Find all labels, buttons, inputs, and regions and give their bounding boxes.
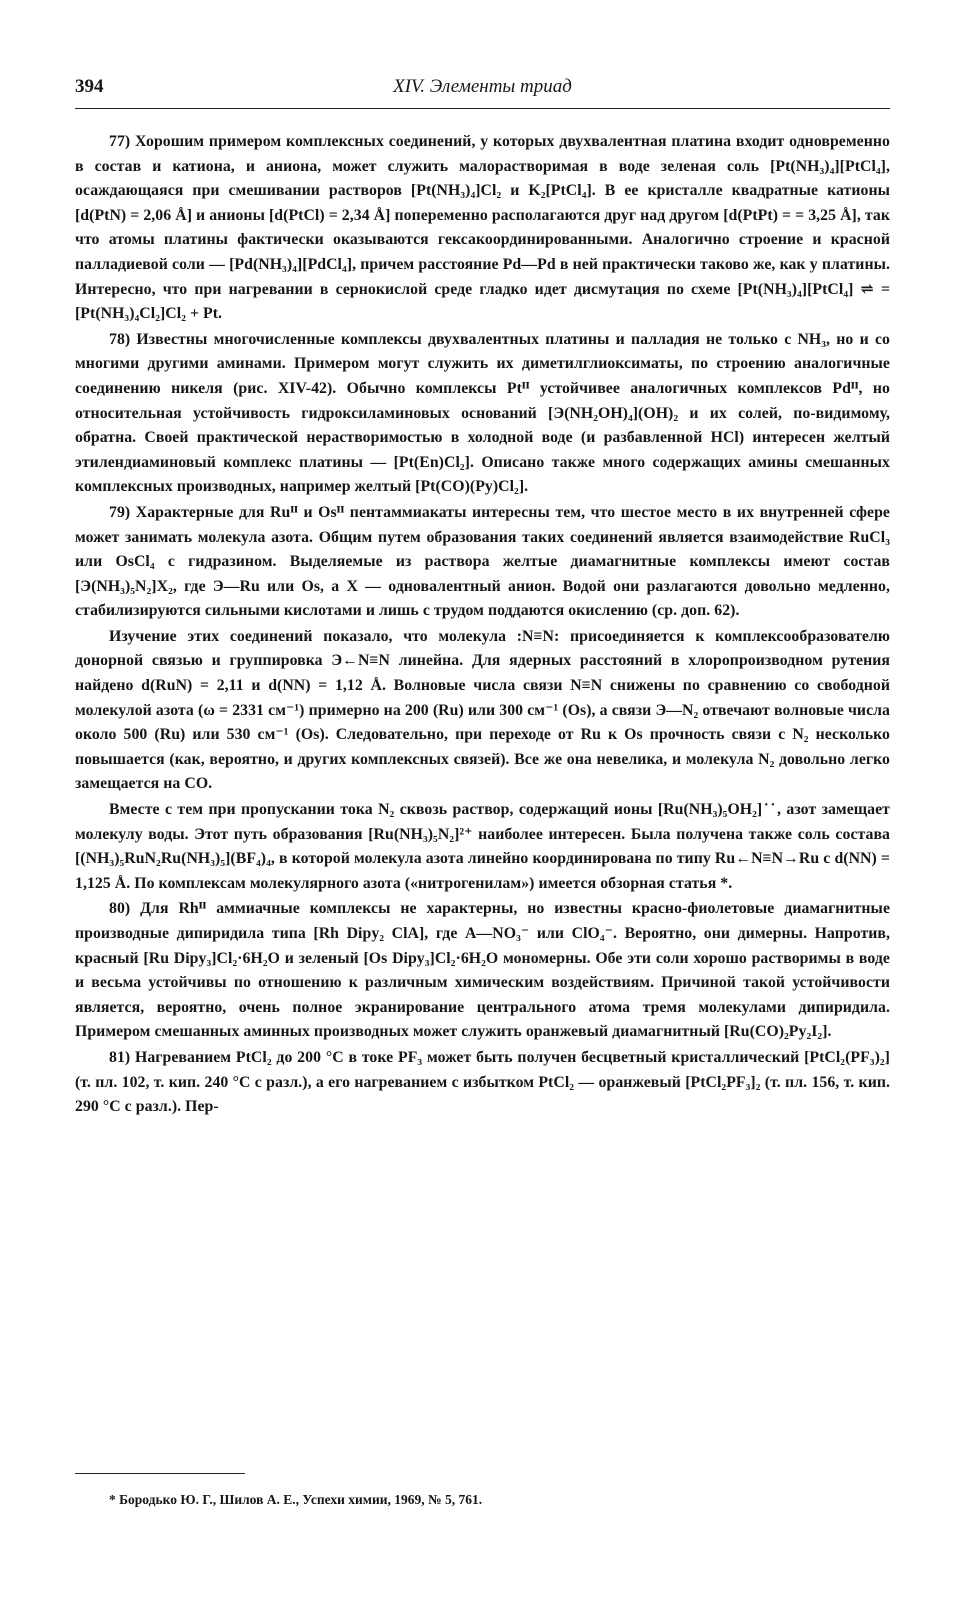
running-title: XIV. Элементы триад: [393, 76, 572, 97]
paragraph-80: 80) Для Rhᴵᴵ аммиачные комплексы не характерны, но известны красно-фиолетовые диамагнитные производные дипиридила типа [Rh Dipy₂ ClA], где A—NO₃⁻ или ClO₄⁻. Вероятно, они димерны. Напротив, красный [Ru Dipy₃]Cl₂·6H₂O и зеленый [Os Dipy₃]Cl₂·6H₂O мономерны. Обе эти соли хорошо растворимы в воде и весьма устойчивы по отношению к различным химическим воздействиям. Причиной такой устойчивости является, вероятно, очень полное экранирование центрального атома тремя молекулами дипиридила. Примером смешанных аминных производных может служить оранжевый диамагнитный [Ru(CO)₂Py₂I₂].: [75, 900, 890, 1041]
footnote-divider: [75, 1473, 245, 1474]
footnote: * Бородько Ю. Г., Шилов А. Е., Успехи химии, 1969, № 5, 761.: [109, 1492, 483, 1507]
page-header: [75, 74, 890, 109]
paragraph-79: 79) Характерные для Ruᴵᴵ и Osᴵᴵ пентаммиакаты интересны тем, что шестое место в их внутренней сфере может занимать молекула азота. Общим путем образования таких соединений является взаимодействие RuCl₃ или OsCl₄ с гидразином. Выделяемые из раствора желтые диамагнитные комплексы имеют состав [Э(NH₃)₅N₂]X₂, где Э—Ru или Os, а X — одновалентный анион. Водой они разлагаются довольно медленно, стабилизируются сильными кислотами и лишь с трудом поддаются окислению (ср. доп. 62).: [75, 503, 890, 620]
page-body: [75, 130, 890, 1121]
paragraph-77: 77) Хорошим примером комплексных соединений, у которых двухвалентная платина входит одновременно в состав и катиона, и аниона, может служить малорастворимая в воде зеленая соль [Pt(NH₃)₄][PtCl₄], осаждающаяся при смешивании растворов [Pt(NH₃)₄]Cl₂ и K₂[PtCl₄]. В ее кристалле квадратные катионы [d(PtN) = 2,06 Å] и анионы [d(PtCl) = 2,34 Å] попеременно располагаются друг над другом [d(PtPt) = = 3,25 Å], так что атомы платины фактически оказываются гексакоординированными. Аналогично строение и красной палладиевой соли — [Pd(NH₃)₄][PdCl₄], причем расстояние Pd—Pd в ней практически таково же, как у платины. Интересно, что при нагревании в сернокислой среде гладко идет дисмутация по схеме [Pt(NH₃)₄][PtCl₄] ⇌ = [Pt(NH₃)₄Cl₂]Cl₂ + Pt.: [75, 133, 890, 323]
page-number: 394: [75, 76, 104, 97]
paragraph-79-ruthenium-salt: Вместе с тем при пропускании тока N₂ сквозь раствор, содержащий ионы [Ru(NH₃)₅OH₂]˙˙, азот замещает молекулу воды. Этот путь образования [Ru(NH₃)₅N₂]²⁺ наиболее интересен. Была получена также соль состава [(NH₃)₅RuN₂Ru(NH₃)₅](BF₄)₄, в которой молекула азота линейно координирована по типу Ru←N≡N→Ru с d(NN) = 1,125 Å. По комплексам молекулярного азота («нитрогенилам») имеется обзорная статья *.: [75, 801, 890, 892]
paragraph-79-nitrogen-study: Изучение этих соединений показало, что молекула :N≡N: присоединяется к комплексообразователю донорной связью и группировка Э←N≡N линейна. Для ядерных расстояний в хлоропроизводном рутения найдено d(RuN) = 2,11 и d(NN) = 1,12 Å. Волновые числа связи N≡N снижены по сравнению со свободной молекулой азота (ω = 2331 см⁻¹) примерно на 200 (Ru) или 300 см⁻¹ (Os), а связи Э—N₂ отвечают волновые числа около 500 (Ru) или 530 см⁻¹ (Os). Следовательно, при переходе от Ru к Os прочность связи с N₂ несколько повышается (как, вероятно, и других комплексных связей). Все же она невелика, и молекула N₂ довольно легко замещается на CO.: [75, 627, 890, 793]
paragraph-78: 78) Известны многочисленные комплексы двухвалентных платины и палладия не только с NH₃, но и со многими другими аминами. Примером могут служить их диметилглиоксиматы, по строению аналогичные соединению никеля (рис. XIV-42). Обычно комплексы Ptᴵᴵ устойчивее аналогичных комплексов Pdᴵᴵ, но относительная устойчивость гидроксиламиновых оснований [Э(NH₂OH)₄](OH)₂ и их солей, по-видимому, обратна. Своей практической нерастворимостью в холодной воде (и разбавленной HCl) интересен желтый этилендиаминовый комплекс платины — [Pt(En)Cl₂]. Описано также много содержащих амины смешанных комплексных производных, например желтый [Pt(CO)(Py)Cl₂].: [75, 330, 890, 496]
paragraph-81: 81) Нагреванием PtCl₂ до 200 °C в токе PF₃ может быть получен бесцветный кристаллический [PtCl₂(PF₃)₂] (т. пл. 102, т. кип. 240 °C с разл.), а его нагреванием с избытком PtCl₂ — оранжевый [PtCl₂PF₃]₂ (т. пл. 156, т. кип. 290 °C с разл.). Пер-: [75, 1048, 890, 1116]
